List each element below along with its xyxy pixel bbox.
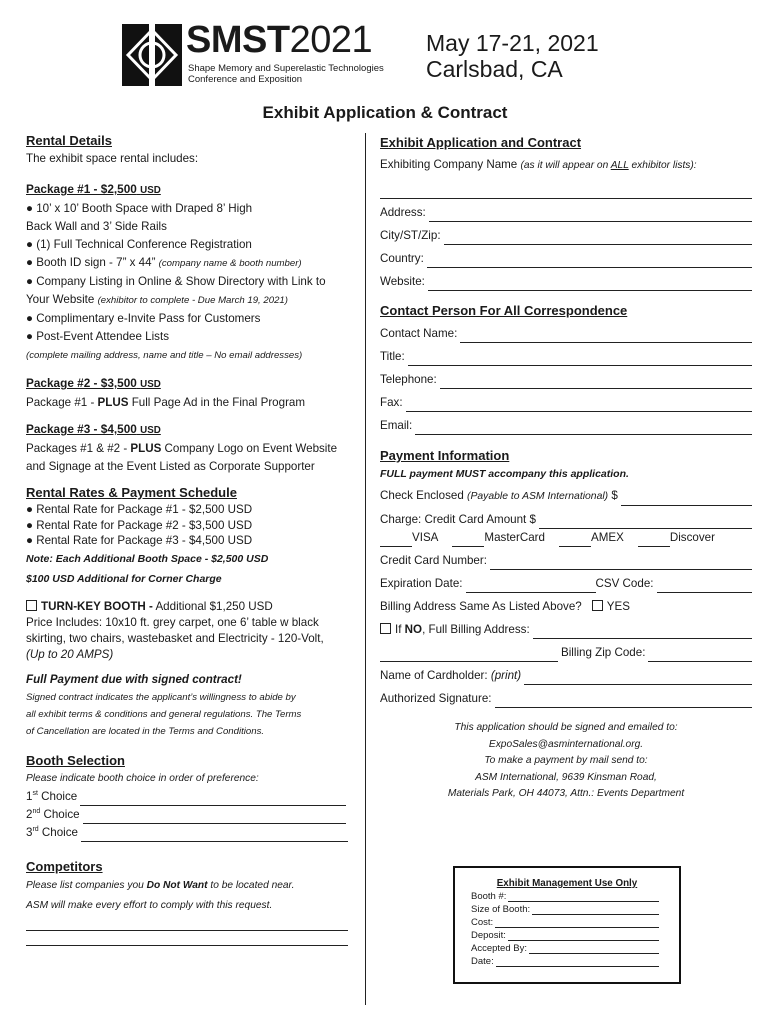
competitor-line-2[interactable] — [26, 931, 348, 946]
signature-field: Authorized Signature: — [380, 685, 752, 708]
package-2-title: Package #2 - $3,500 USD — [26, 376, 161, 390]
package-1-item: ● Post-Event Attendee Lists — [26, 330, 169, 343]
mgmt-date: Date: — [471, 954, 659, 967]
logo-tagline: Shape Memory and Superelastic Technologies Conference and Exposition — [188, 63, 384, 85]
signed-note: Signed contract indicates the applicant’s willingness to abide by — [26, 691, 296, 703]
package-1-item: ● Company Listing in Online & Show Directory with Link to — [26, 275, 326, 288]
no-checkbox[interactable] — [380, 623, 391, 634]
cc-number-field: Credit Card Number: — [380, 547, 752, 570]
mgmt-accepted: Accepted By: — [471, 941, 659, 954]
billing-zip-field: Billing Zip Code: — [380, 639, 752, 662]
right-column — [380, 134, 752, 803]
discover-mark[interactable] — [638, 534, 670, 547]
turnkey-desc: (Up to 20 AMPS) — [26, 647, 114, 661]
mgmt-booth: Booth #: — [471, 889, 659, 902]
contact-name-input[interactable] — [460, 331, 752, 343]
cc-number-input[interactable] — [490, 558, 752, 570]
booth-intro: Please indicate booth choice in order of preference: — [26, 772, 259, 784]
cardholder-input[interactable] — [524, 673, 752, 685]
website-field: Website: — [380, 268, 752, 291]
application-heading: Exhibit Application and Contract — [380, 135, 582, 150]
competitors-intro: ASM will make every effort to comply with this request. — [26, 899, 273, 911]
billing-address-line2[interactable] — [380, 650, 558, 662]
management-title: Exhibit Management Use Only — [496, 878, 638, 889]
yes-checkbox[interactable] — [592, 600, 603, 611]
submission-instructions: This application should be signed and emailed to: ExpoSales@asminternational.org. To make a payment by mail send to: ASM International, 9639 Kinsman Road, Materials Park, OH 44073, Attn.: Events Department — [447, 722, 685, 799]
rate-item: ● Rental Rate for Package #3 - $4,500 USD — [26, 534, 253, 547]
csv-input[interactable] — [657, 581, 753, 593]
rate-item: ● Rental Rate for Package #1 - $2,500 USD — [26, 503, 253, 516]
booth-choice-1-input[interactable] — [80, 794, 346, 806]
address-field: Address: — [380, 199, 752, 222]
package-3-title: Package #3 - $4,500 USD — [26, 422, 161, 436]
title-input[interactable] — [408, 354, 752, 366]
booth-choice-1: 1st Choice — [26, 788, 346, 806]
competitors-heading: Competitors — [26, 858, 103, 874]
event-dates: May 17-21, 2021 Carlsbad, CA — [426, 30, 599, 82]
mgmt-cost: Cost: — [471, 915, 659, 928]
rate-note: Note: Each Additional Booth Space - $2,500 USD — [26, 552, 269, 565]
booth-choice-3-input[interactable] — [81, 830, 348, 842]
charge-amount-input[interactable] — [539, 517, 752, 529]
column-divider — [365, 133, 366, 1005]
payment-heading: Payment Information — [380, 448, 510, 463]
mgmt-size: Size of Booth: — [471, 902, 659, 915]
email-input[interactable] — [415, 423, 752, 435]
mastercard-mark[interactable] — [452, 534, 484, 547]
telephone-field: Telephone: — [380, 366, 752, 389]
turnkey-checkbox[interactable] — [26, 600, 37, 611]
package-3-desc: and Signage at the Event Listed as Corporate Supporter — [26, 460, 315, 473]
logo-wordmark: SMST2021 — [186, 19, 373, 61]
mgmt-line — [532, 905, 659, 915]
signature-input[interactable] — [495, 696, 753, 708]
billing-same-field: Billing Address Same As Listed Above? YES — [380, 600, 630, 613]
visa-mark[interactable] — [380, 534, 412, 547]
payment-note: FULL payment MUST accompany this application. — [380, 468, 629, 480]
left-column — [26, 132, 360, 946]
package-1-item: ● (1) Full Technical Conference Registration — [26, 238, 252, 251]
contact-name-field: Contact Name: — [380, 320, 752, 343]
package-1-item: Back Wall and 3’ Side Rails — [26, 220, 167, 233]
smst-logo-icon — [122, 24, 182, 86]
package-1-item: ● Complimentary e-Invite Pass for Customers — [26, 312, 261, 325]
expiration-input[interactable] — [466, 581, 596, 593]
fax-field: Fax: — [380, 389, 752, 412]
turnkey-desc: skirting, two chairs, wastebasket and Electricity - 120-Volt, — [26, 631, 324, 645]
signed-note: of Cancellation are located in the Terms and Conditions. — [26, 725, 265, 737]
package-2-desc: Package #1 - PLUS Full Page Ad in the Final Program — [26, 396, 306, 409]
mgmt-line — [529, 944, 659, 954]
booth-choice-2: 2nd Choice — [26, 806, 346, 824]
charge-field: Charge: Credit Card Amount $ — [380, 506, 752, 529]
mgmt-line — [496, 957, 659, 967]
package-1-item: ● 10’ x 10’ Booth Space with Draped 8’ High — [26, 202, 253, 215]
company-name-input[interactable] — [380, 179, 752, 199]
address-input[interactable] — [429, 210, 752, 222]
management-use-box — [453, 866, 681, 984]
package-1-title: Package #1 - $2,500 USD — [26, 182, 161, 196]
booth-selection-heading: Booth Selection — [26, 752, 125, 768]
company-name-label: Exhibiting Company Name (as it will appear on ALL exhibitor lists): — [380, 158, 697, 171]
full-payment-note: Full Payment due with signed contract! — [26, 672, 242, 686]
mgmt-line — [508, 892, 659, 902]
cardholder-field: Name of Cardholder: (print) — [380, 662, 752, 685]
mgmt-line — [508, 931, 659, 941]
amex-mark[interactable] — [559, 534, 591, 547]
page-title: Exhibit Application & Contract — [262, 103, 508, 122]
billing-address-input[interactable] — [533, 627, 752, 639]
country-field: Country: — [380, 245, 752, 268]
billing-zip-input[interactable] — [648, 650, 752, 662]
fax-input[interactable] — [406, 400, 752, 412]
package-1-note: (complete mailing address, name and title – No email addresses) — [26, 350, 303, 361]
check-amount-input[interactable] — [621, 494, 752, 506]
country-input[interactable] — [427, 256, 752, 268]
expiration-field: Expiration Date: CSV Code: — [380, 570, 752, 593]
mgmt-deposit: Deposit: — [471, 928, 659, 941]
turnkey-option: TURN-KEY BOOTH - Additional $1,250 USD — [26, 599, 360, 615]
competitors-intro: Please list companies you Do Not Want to be located near. — [26, 879, 295, 891]
package-3-desc: Packages #1 & #2 - PLUS Company Logo on Event Website — [26, 442, 338, 455]
city-field: City/ST/Zip: — [380, 222, 752, 245]
competitor-line-1[interactable] — [26, 916, 348, 931]
city-input[interactable] — [444, 233, 752, 245]
package-1-item: Your Website (exhibitor to complete - Due March 19, 2021) — [26, 293, 288, 306]
check-field: Check Enclosed (Payable to ASM International) $ — [380, 483, 752, 506]
turnkey-desc: Price Includes: 10x10 ft. grey carpet, one 6’ table w black — [26, 615, 319, 629]
mgmt-line — [495, 918, 659, 928]
rate-note: $100 USD Additional for Corner Charge — [26, 572, 222, 585]
contact-heading: Contact Person For All Correspondence — [380, 303, 628, 318]
rates-heading: Rental Rates & Payment Schedule — [26, 485, 237, 500]
booth-choice-2-input[interactable] — [83, 812, 346, 824]
rental-details-heading: Rental Details — [26, 133, 112, 148]
email-field: Email: — [380, 412, 752, 435]
billing-address-field: If NO, Full Billing Address: — [380, 616, 752, 639]
package-1-item: ● Booth ID sign - 7” x 44” (company name & booth number) — [26, 256, 302, 269]
rate-item: ● Rental Rate for Package #2 - $3,500 USD — [26, 518, 253, 532]
signed-note: all exhibit terms & conditions and general regulations. The Terms — [26, 708, 302, 720]
card-type-row: VISA MasterCard AMEX Discover — [380, 529, 752, 547]
website-input[interactable] — [428, 279, 752, 291]
booth-choice-3: 3rd Choice — [26, 824, 348, 842]
rental-intro: The exhibit space rental includes: — [26, 152, 199, 165]
title-field: Title: — [380, 343, 752, 366]
telephone-input[interactable] — [440, 377, 752, 389]
